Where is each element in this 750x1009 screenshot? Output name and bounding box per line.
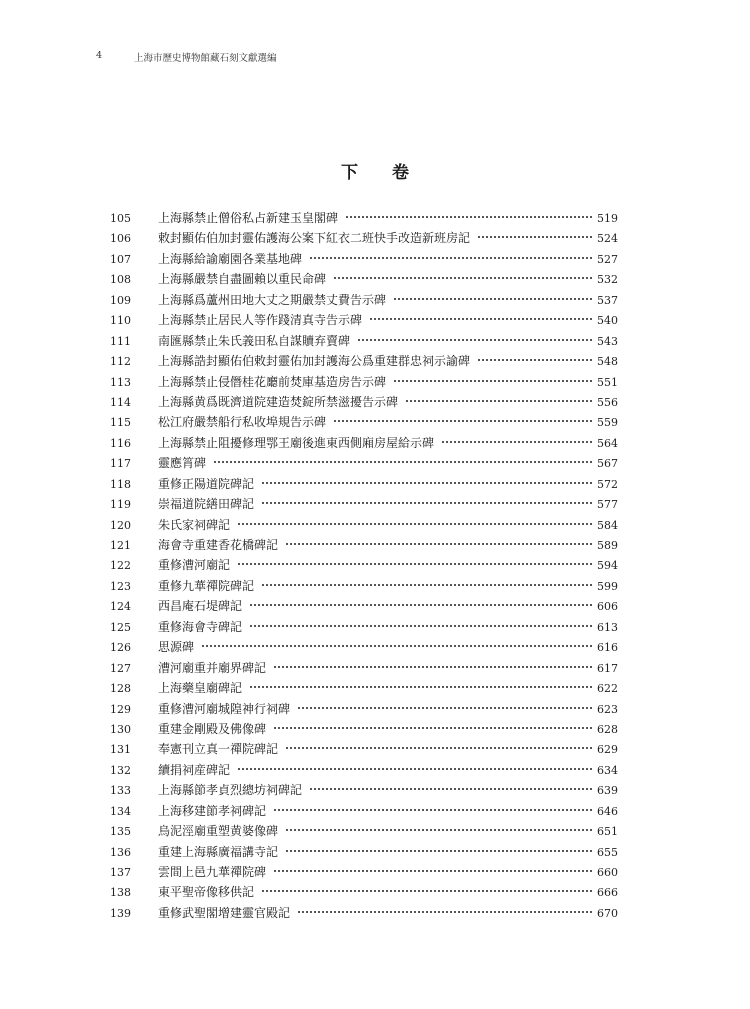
entry-title: 敕封顯佑伯加封靈佑護海公案下紅衣二班快手改造新班房記 xyxy=(158,231,471,246)
entry-page-number: 616 xyxy=(597,641,618,655)
entry-page-number: 548 xyxy=(597,355,618,369)
toc-entry[interactable] xyxy=(110,780,618,800)
entry-title: 崇福道院繕田碑記 xyxy=(158,497,255,512)
entry-number: 127 xyxy=(110,661,131,675)
entry-page-number: 628 xyxy=(597,722,618,736)
entry-number: 115 xyxy=(110,416,131,430)
entry-page-number: 655 xyxy=(597,845,618,859)
entry-page-number: 629 xyxy=(597,743,618,757)
entry-page-number: 660 xyxy=(597,866,618,879)
entry-page-number: 551 xyxy=(597,375,618,389)
toc-entry[interactable] xyxy=(110,228,618,248)
entry-page-number: 634 xyxy=(597,763,618,777)
entry-title: 東平聖帝像移供記 xyxy=(158,885,255,900)
toc-entry[interactable] xyxy=(110,433,618,453)
entry-title: 南匯縣禁止朱氏義田私自謀贖弃賣碑 xyxy=(158,333,351,348)
dot-leader xyxy=(274,726,592,729)
entry-number: 111 xyxy=(110,334,131,348)
entry-title: 靈應筲碑 xyxy=(158,456,207,471)
book-title: 上海市歷史博物館藏石刻文獻選編 xyxy=(134,53,277,64)
entry-title: 奉憲刊立真一禪院碑記 xyxy=(158,742,279,757)
entry-page-number: 527 xyxy=(597,252,618,266)
entry-page-number: 594 xyxy=(597,559,618,573)
entry-number: 134 xyxy=(110,804,131,818)
entry-number: 138 xyxy=(110,886,131,900)
toc-entry[interactable] xyxy=(110,862,618,882)
entry-title: 重修武聖閣增建靈官殿記 xyxy=(158,905,291,920)
entry-title: 上海縣禁止居民人等作踐清真寺告示碑 xyxy=(158,313,363,328)
toc-entry[interactable] xyxy=(110,739,618,759)
entry-title: 上海縣誥封顯佑伯敕封靈佑加封護海公爲重建群忠祠示諭碑 xyxy=(158,354,471,369)
dot-leader xyxy=(274,869,592,872)
entry-number: 137 xyxy=(110,866,131,879)
toc-entry[interactable] xyxy=(110,474,618,494)
toc-entry[interactable] xyxy=(110,760,618,780)
toc-entry[interactable] xyxy=(110,310,618,330)
dot-leader xyxy=(406,399,592,402)
toc-entry[interactable] xyxy=(110,535,618,555)
toc-entry[interactable] xyxy=(110,412,618,432)
entry-page-number: 639 xyxy=(597,784,618,798)
entry-number: 124 xyxy=(110,600,131,614)
entry-page-number: 524 xyxy=(597,232,618,246)
toc-entry[interactable] xyxy=(110,801,618,821)
entry-number: 135 xyxy=(110,825,131,839)
entry-title: 上海縣禁止僧俗私占新建玉皇閣碑 xyxy=(158,211,339,225)
entry-page-number: 559 xyxy=(597,416,618,430)
entry-title: 上海縣嚴禁自盡圖賴以重民命碑 xyxy=(158,272,327,287)
entry-title: 重建上海縣廣福講寺記 xyxy=(158,844,279,859)
entry-number: 123 xyxy=(110,579,131,593)
entry-title: 上海縣黄爲既濟道院建造焚錠所禁滋擾告示碑 xyxy=(158,394,399,409)
toc-entry[interactable] xyxy=(110,882,618,902)
dot-leader xyxy=(250,603,592,606)
entry-number: 108 xyxy=(110,273,131,287)
toc-entry[interactable] xyxy=(110,596,618,616)
dot-leader xyxy=(250,685,592,688)
toc-entry[interactable] xyxy=(110,719,618,739)
entry-number: 131 xyxy=(110,743,131,757)
entry-page-number: 613 xyxy=(597,620,618,634)
dot-leader xyxy=(250,624,592,627)
dot-leader xyxy=(478,358,592,361)
dot-leader xyxy=(298,706,592,709)
dot-leader xyxy=(262,889,592,892)
dot-leader xyxy=(274,808,592,811)
entry-page-number: 543 xyxy=(597,334,618,348)
entry-title: 上海縣爲蘆州田地大丈之期嚴禁丈費告示碑 xyxy=(158,292,387,307)
entry-title: 漕河廟重并廟界碑記 xyxy=(158,660,267,675)
entry-page-number: 606 xyxy=(597,600,618,614)
running-header xyxy=(96,50,277,64)
entry-number: 132 xyxy=(110,763,131,777)
entry-page-number: 572 xyxy=(597,477,618,491)
entry-page-number: 584 xyxy=(597,518,618,532)
toc-entry[interactable] xyxy=(110,658,618,678)
toc-entry[interactable] xyxy=(110,269,618,289)
dot-leader xyxy=(202,644,592,647)
dot-leader xyxy=(286,542,592,545)
entry-number: 139 xyxy=(110,906,131,920)
entry-title: 重修正陽道院碑記 xyxy=(158,476,255,491)
toc-entry[interactable] xyxy=(110,821,618,841)
entry-number: 126 xyxy=(110,641,131,655)
toc-entry[interactable] xyxy=(110,290,618,310)
entry-page-number: 623 xyxy=(597,702,618,716)
entry-title: 重修海會寺碑記 xyxy=(158,619,243,634)
dot-leader xyxy=(238,767,592,770)
entry-title: 重修漕河廟城隍神行祠碑 xyxy=(158,701,291,716)
toc-entry[interactable] xyxy=(110,351,618,371)
dot-leader xyxy=(394,297,592,300)
entry-title: 重修九華禪院碑記 xyxy=(158,578,255,593)
entry-page-number: 670 xyxy=(597,906,618,920)
entry-number: 129 xyxy=(110,702,131,716)
entry-page-number: 540 xyxy=(597,314,618,328)
entry-title: 上海縣給諭廟園各業基地碑 xyxy=(158,251,303,266)
table-of-contents xyxy=(110,208,618,923)
toc-entry[interactable] xyxy=(110,515,618,535)
entry-page-number: 666 xyxy=(597,886,618,900)
entry-number: 117 xyxy=(110,457,131,471)
entry-title: 雲間上邑九華禪院碑 xyxy=(158,865,267,879)
dot-leader xyxy=(310,256,592,259)
entry-title: 西昌庵石堤碑記 xyxy=(158,599,243,614)
toc-entry[interactable] xyxy=(110,249,618,269)
dot-leader xyxy=(238,562,592,565)
toc-entry[interactable] xyxy=(110,842,618,862)
entry-title: 上海縣節孝貞烈總坊祠碑記 xyxy=(158,783,303,798)
dot-leader xyxy=(262,481,592,484)
entry-title: 烏泥涇廟重塑黄婆像碑 xyxy=(158,824,279,839)
toc-entry[interactable] xyxy=(110,208,618,228)
entry-title: 思源碑 xyxy=(158,640,195,655)
entry-number: 109 xyxy=(110,293,131,307)
toc-entry[interactable] xyxy=(110,331,618,351)
entry-number: 125 xyxy=(110,620,131,634)
entry-number: 118 xyxy=(110,477,131,491)
dot-leader xyxy=(334,276,592,279)
dot-leader xyxy=(262,501,592,504)
entry-page-number: 532 xyxy=(597,273,618,287)
entry-title: 上海藥皇廟碑記 xyxy=(158,681,243,696)
entry-title: 上海縣禁止侵僭桂花廳前焚庫基造房告示碑 xyxy=(158,374,387,389)
entry-number: 128 xyxy=(110,682,131,696)
entry-number: 122 xyxy=(110,559,131,573)
toc-entry[interactable] xyxy=(110,453,618,473)
entry-title: 上海移建節孝祠碑記 xyxy=(158,803,267,818)
entry-number: 112 xyxy=(110,355,131,369)
entry-title: 海會寺重建香花橋碑記 xyxy=(158,538,279,552)
dot-leader xyxy=(310,787,592,790)
entry-page-number: 556 xyxy=(597,395,618,409)
entry-page-number: 622 xyxy=(597,682,618,696)
entry-number: 105 xyxy=(110,212,131,225)
dot-leader xyxy=(358,338,592,341)
entry-number: 113 xyxy=(110,375,131,389)
entry-title: 上海縣禁止阻擾修理鄂王廟後進東西側廂房屋給示碑 xyxy=(158,435,435,450)
toc-entry[interactable] xyxy=(110,555,618,575)
toc-entry[interactable] xyxy=(110,699,618,719)
dot-leader xyxy=(370,317,592,320)
entry-page-number: 577 xyxy=(597,498,618,512)
toc-entry[interactable] xyxy=(110,637,618,657)
dot-leader xyxy=(286,746,592,749)
dot-leader xyxy=(442,440,592,443)
toc-entry[interactable] xyxy=(110,617,618,637)
section-title: 下卷 xyxy=(341,163,443,183)
toc-entry[interactable] xyxy=(110,494,618,514)
entry-number: 121 xyxy=(110,539,131,552)
toc-entry[interactable] xyxy=(110,392,618,412)
entry-number: 133 xyxy=(110,784,131,798)
entry-page-number: 537 xyxy=(597,293,618,307)
page-number: 4 xyxy=(96,50,103,61)
entry-number: 120 xyxy=(110,518,131,532)
entry-page-number: 646 xyxy=(597,804,618,818)
entry-number: 107 xyxy=(110,252,131,266)
entry-number: 116 xyxy=(110,436,131,450)
toc-entry[interactable] xyxy=(110,678,618,698)
entry-page-number: 617 xyxy=(597,661,618,675)
entry-number: 130 xyxy=(110,722,131,736)
entry-number: 110 xyxy=(110,314,131,328)
dot-leader xyxy=(346,215,592,218)
dot-leader xyxy=(286,828,592,831)
entry-page-number: 564 xyxy=(597,436,618,450)
dot-leader xyxy=(298,910,592,913)
dot-leader xyxy=(478,235,592,238)
entry-page-number: 599 xyxy=(597,579,618,593)
entry-title: 重建金剛殿及佛像碑 xyxy=(158,721,267,736)
toc-entry[interactable] xyxy=(110,372,618,392)
entry-number: 136 xyxy=(110,845,131,859)
entry-number: 114 xyxy=(110,395,131,409)
dot-leader xyxy=(238,522,592,525)
entry-number: 119 xyxy=(110,498,131,512)
entry-number: 106 xyxy=(110,232,131,246)
entry-page-number: 567 xyxy=(597,457,618,471)
entry-page-number: 651 xyxy=(597,825,618,839)
entry-title: 朱氏家祠碑記 xyxy=(158,517,231,532)
dot-leader xyxy=(274,665,592,668)
entry-title: 續捐祠産碑記 xyxy=(158,762,231,777)
dot-leader xyxy=(286,849,592,852)
dot-leader xyxy=(394,379,592,382)
toc-entry[interactable] xyxy=(110,576,618,596)
dot-leader xyxy=(262,583,592,586)
entry-page-number: 519 xyxy=(597,212,618,225)
dot-leader xyxy=(334,419,592,422)
entry-title: 重修漕河廟記 xyxy=(158,558,231,573)
entry-title: 松江府嚴禁船行私收埠規告示碑 xyxy=(158,415,327,430)
dot-leader xyxy=(214,460,592,463)
entry-page-number: 589 xyxy=(597,539,618,552)
toc-entry[interactable] xyxy=(110,903,618,923)
